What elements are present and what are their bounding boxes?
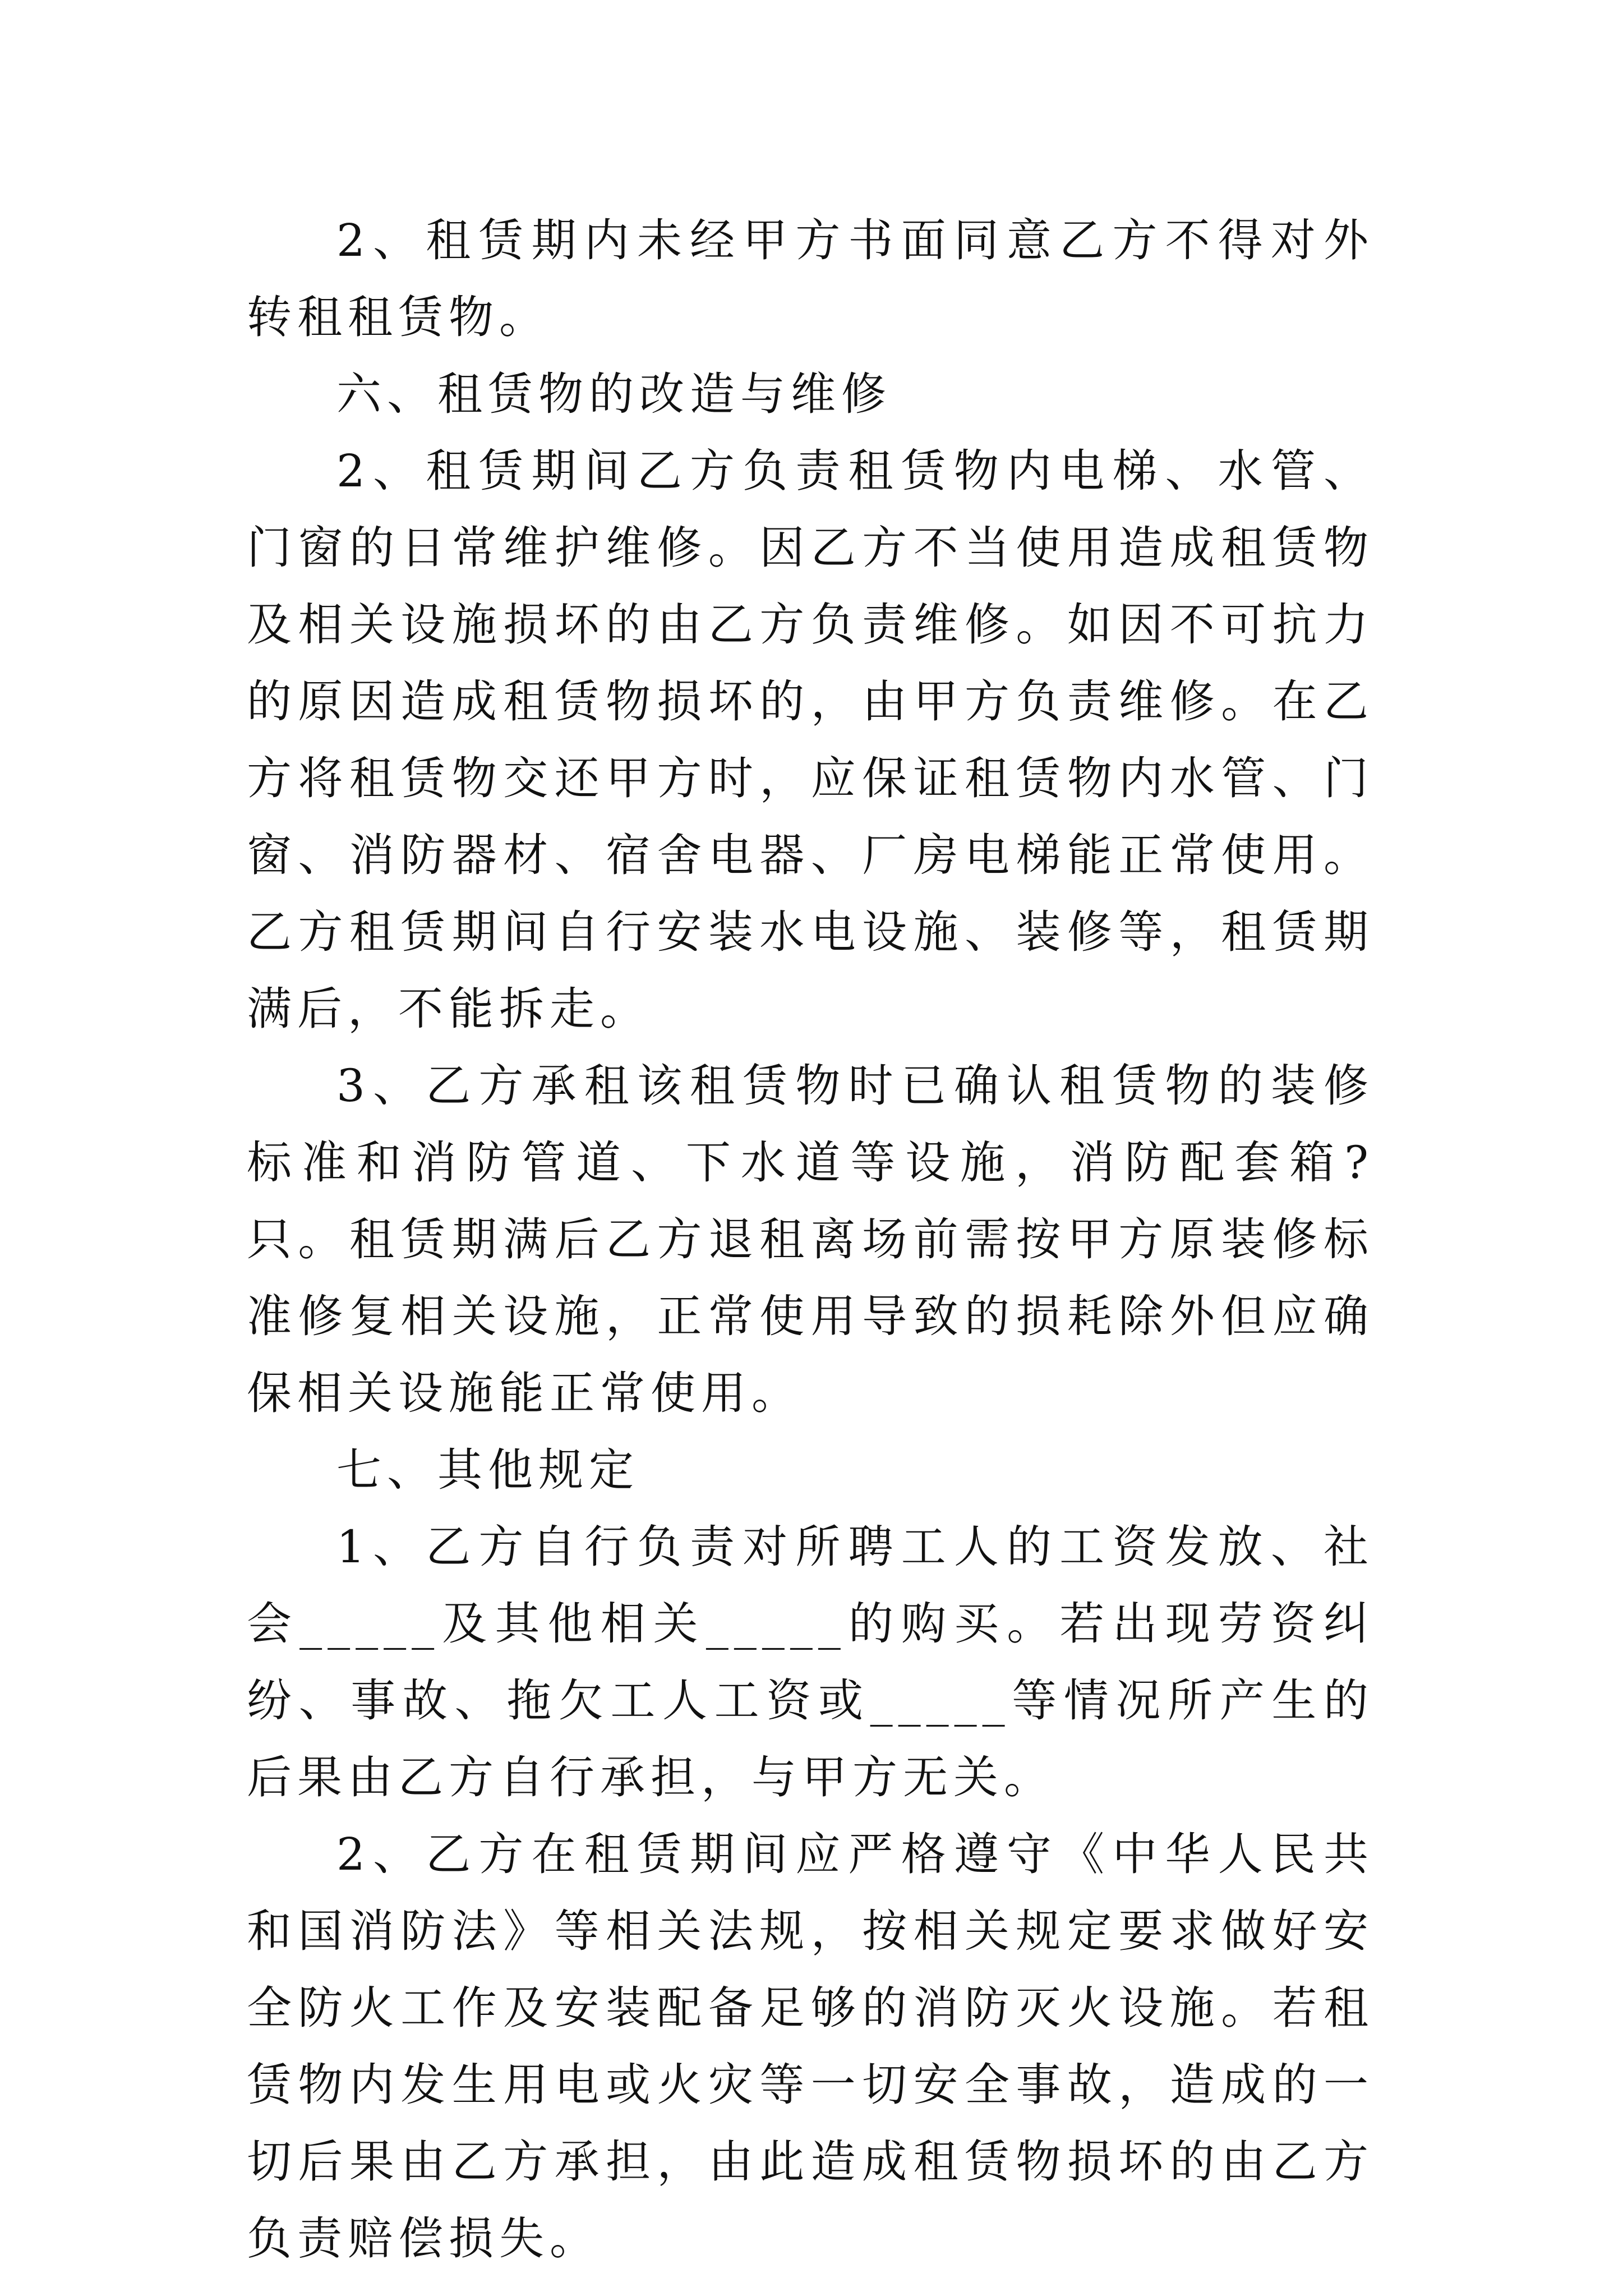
clause-sublease: 2、租赁期内未经甲方书面同意乙方不得对外转租租赁物。 (247, 214, 1374, 343)
document-page (247, 202, 1374, 2277)
section-heading-7: 七、其他规定 (336, 1444, 639, 1496)
clause-maintenance: 2、租赁期间乙方负责租赁物内电梯、水管、门窗的日常维护维修。因乙方不当使用造成租赁物及相关设施损坏的由乙方负责维修。如因不可抗力的原因造成租赁物损坏的，由甲方负责维修。在乙方将租赁物交还甲方时，应保证租赁物内水管、门窗、消防器材、宿舍电器、厂房电梯能正常使用。乙方租赁期间自行安装水电设施、装修等，租赁期满后，不能拆走。 (247, 445, 1374, 1035)
clause-labor: 1、乙方自行负责对所聘工人的工资发放、社会_____及其他相关_____的购买。若出现劳资纠纷、事故、拖欠工人工资或_____等情况所产生的后果由乙方自行承担，与甲方无关。 (247, 1521, 1374, 1803)
clause-fire-safety: 2、乙方在租赁期间应严格遵守《中华人民共和国消防法》等相关法规，按相关规定要求做好安全防火工作及安装配备足够的消防灭火设施。若租赁物内发生用电或火灾等一切安全事故，造成的一切后果由乙方承担，由此造成租赁物损坏的由乙方负责赔偿损失。 (247, 1828, 1374, 2265)
section-heading-6: 六、租赁物的改造与维修 (336, 368, 892, 420)
clause-renovation-standard: 3、乙方承租该租赁物时已确认租赁物的装修标准和消防管道、下水道等设施，消防配套箱?只。租赁期满后乙方退租离场前需按甲方原装修标准修复相关设施，正常使用导致的损耗除外但应确保相关设施能正常使用。 (247, 1060, 1374, 1419)
